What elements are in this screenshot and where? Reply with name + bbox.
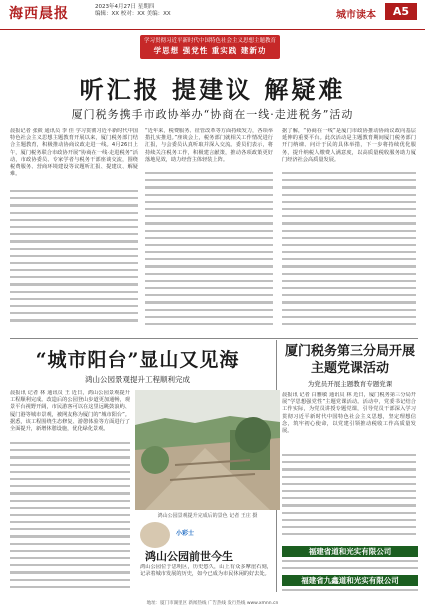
- banner-line1: 学习贯彻习近平新时代中国特色社会主义思想主题教育: [143, 38, 276, 44]
- article1-body-left: 晨报记者 张筱 通讯员 李 佳 学习贯彻习近平新时代中国特色社会主义思想主题教育开展以来，厦门税务部门结合主题教育，积极推动协商议政走进一线。4月26日上午，厦门税务联合市政协开展“协商在一线·走进税务”活动，市政协委员、专家学者与税务干部座谈交流，围绕税费服务、营商环境建设等议题听汇报、提建议、解疑难。: [10, 128, 138, 178]
- column-body: 鸿山公园位于思明区，历史悠久，山上有众多摩崖石刻，记录着城市发展的历史，如今已成为市民休闲的好去处。: [140, 564, 272, 578]
- column-title: 鸿山公园前世今生: [145, 550, 233, 563]
- park-photo-image: [135, 390, 280, 510]
- page-footer: 地址：厦门市湖里区 新闻热线 广告热线 发行热线 www.xmnn.cn: [146, 601, 279, 606]
- article1-body-right: 据了解，“协商在一线”是厦门市政协推动协商议政向基层延伸的重要平台。此次活动是主题教育期间厦门税务部门开门纳谏、问计于民的具体举措，下一步将持续优化服务，提升纳税人缴费人满意度，以高质量税收服务助力厦门经济社会高质量发展。: [282, 128, 416, 163]
- page-number: A5: [385, 3, 417, 20]
- issue-date: 2023年4月27日 星期四: [95, 4, 155, 10]
- article1-subhead: 厦门税务携手市政协举办“协商在一线·走进税务”活动: [71, 108, 354, 121]
- section-divider: [10, 338, 418, 339]
- park-photo: [135, 390, 280, 510]
- ad-text-1: [282, 560, 418, 574]
- article1-headline: 听汇报 提建议 解疑难: [79, 75, 346, 104]
- ad-text-2: [282, 589, 418, 598]
- article3-text-block: [282, 454, 416, 539]
- article2-headline: “城市阳台”显山又见海: [35, 349, 240, 371]
- banner-slogan: 学思想 强党性 重实践 建新功: [153, 46, 267, 55]
- article2-subhead: 鸿山公园景观提升工程顺利完成: [85, 375, 190, 384]
- masthead: [0, 0, 425, 30]
- newspaper-logo: 海西晨报: [9, 6, 69, 22]
- column-avatar: [140, 522, 170, 548]
- issue-meta: [95, 4, 171, 18]
- article3-body: 晨报讯 记者 白雅敏 通讯员 林 近日，厦门税务第三分局开展“学思想强党性”主题党课活动。活动中，党委书记结合工作实际，为党员讲授专题党课，引导党员干部深入学习贯彻习近平新时代中国特色社会主义思想，坚定理想信念，筑牢初心使命，以党建引领推动税收工作高质量发展。: [282, 392, 416, 435]
- column-tag: 小彩士: [176, 530, 195, 537]
- ad-banner-2[interactable]: 福建省九鑫道和光实有限公司: [282, 575, 418, 586]
- article2-text-block: [10, 442, 130, 592]
- article2-body: 晨报讯 记者 林 通讯员 王 近日，鸿山公园景观提升工程顺利完成。改造后的公园登山步道更加通畅，观景平台视野开阔，市民游客可以在这里远眺鼓浪屿、厦门港等城市景观，被网友称为厦门的“城市阳台”。据悉，该工程围绕生态修复、游憩体验等方面进行了全面提升，新增休憩设施，优化绿化景观。: [10, 390, 130, 433]
- section-title: 城市读本: [336, 10, 376, 21]
- article1-text-block: [145, 172, 273, 330]
- ad-banner-1[interactable]: 福建省道和光实有限公司: [282, 546, 418, 557]
- article1-text-block: [10, 190, 138, 330]
- editor-info: 编辑：XX 校对：XX 美编：XX: [95, 11, 171, 17]
- article1-body-mid: “近年来，税费服务、征管改革等方面持续发力，各项举措扎实推进。”座谈会上，税务部门就相关工作情况进行汇报，与会委员认真听取并深入交流。委员们表示，将持续关注税务工作，积极建言献策，推动各项政策更好落地见效，助力经营主体轻装上阵。: [145, 128, 273, 163]
- article3-subhead: 为党员开展主题教育专题党课: [307, 380, 393, 388]
- photo-caption: 鸿山公园景观提升完成后的景色 记者 王庄 摄: [157, 513, 258, 519]
- article3-headline: 厦门税务第三分局开展主题党课活动: [284, 344, 415, 376]
- article1-text-block: [282, 172, 416, 330]
- theme-banner: [140, 35, 280, 59]
